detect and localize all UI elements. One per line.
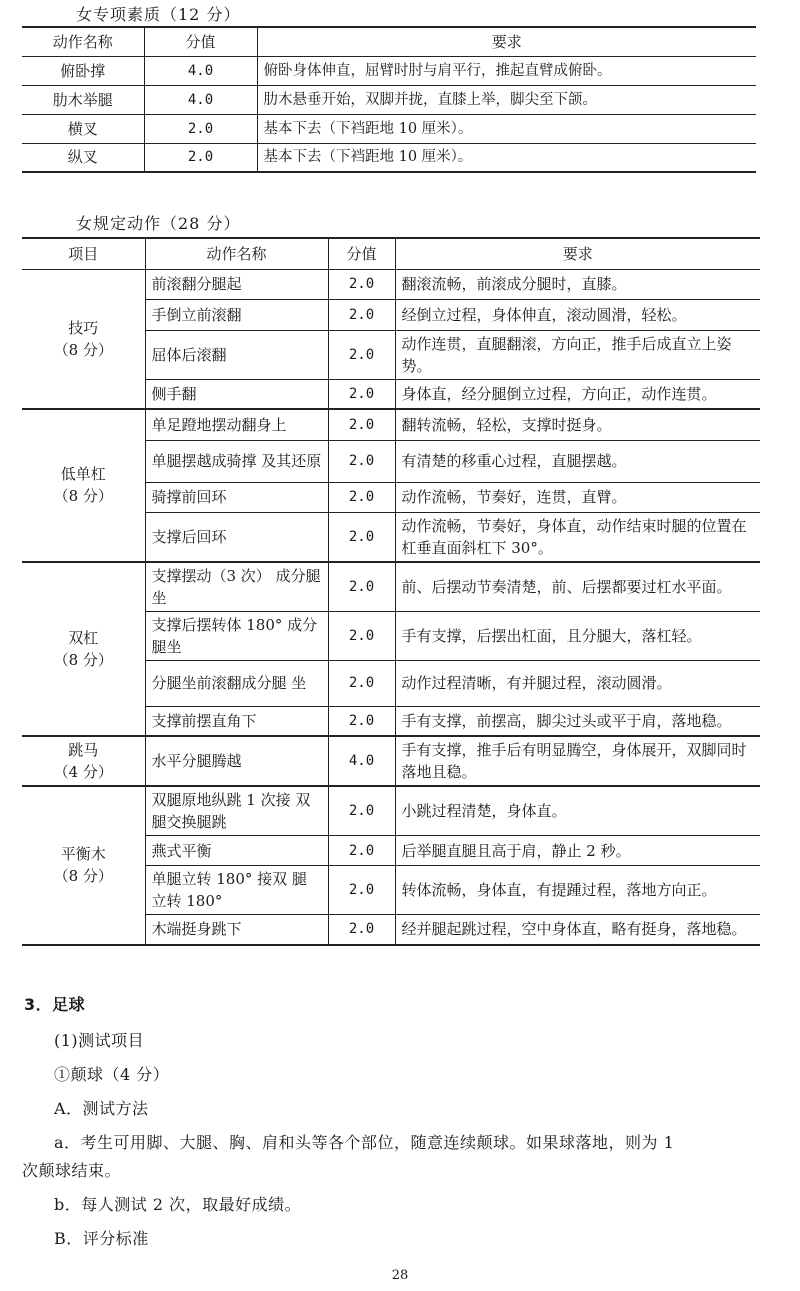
requirement: 经并腿起跳过程，空中身体直，略有挺身，落地稳。 — [395, 915, 760, 945]
move-name: 单腿摆越成骑撑 及其还原 — [145, 440, 328, 482]
score-value: 2.0 — [328, 866, 395, 915]
score-value: 2.0 — [328, 482, 395, 512]
requirement: 身体直，经分腿倒立过程，方向正，动作连贯。 — [395, 379, 760, 409]
column-header: 分值 — [328, 238, 395, 269]
paragraph: a．考生可用脚、大腿、胸、肩和头等各个部位，随意连续颠球。如果球落地，则为 1 — [54, 1133, 675, 1152]
score-value: 2.0 — [328, 786, 395, 836]
category-name: 技巧 — [68, 318, 99, 337]
requirement: 俯卧身体伸直，屈臂时肘与肩平行，推起直臂成俯卧。 — [257, 56, 756, 85]
move-name: 肋木举腿 — [22, 85, 144, 114]
table-header-row — [22, 238, 760, 269]
requirement: 后举腿直腿且高于肩，静止 2 秒。 — [395, 836, 760, 866]
move-name: 前滚翻分腿起 — [145, 269, 328, 299]
table-row — [22, 143, 756, 172]
category-name: 平衡木 — [60, 845, 106, 864]
requirement: 翻滚流畅，前滚成分腿时，直膝。 — [395, 269, 760, 299]
table2-caption: 女规定动作（28 分） — [76, 214, 241, 233]
table-row — [22, 409, 760, 440]
score-value: 2.0 — [328, 660, 395, 706]
move-name: 分腿坐前滚翻成分腿 坐 — [145, 660, 328, 706]
table-row — [22, 56, 756, 85]
score-value: 2.0 — [328, 562, 395, 612]
move-name: 手倒立前滚翻 — [145, 299, 328, 330]
move-name: 侧手翻 — [145, 379, 328, 409]
special-quality-table — [22, 26, 756, 173]
required-moves-table — [22, 237, 760, 946]
paragraph: A．测试方法 — [54, 1099, 149, 1118]
score-value: 2.0 — [328, 915, 395, 945]
requirement: 手有支撑，后摆出杠面，且分腿大，落杠轻。 — [395, 611, 760, 660]
column-header: 分值 — [144, 27, 257, 56]
category-points: （8 分） — [53, 867, 113, 886]
score-value: 2.0 — [328, 512, 395, 562]
score-value: 2.0 — [328, 836, 395, 866]
requirement: 转体流畅，身体直，有提踵过程，落地方向正。 — [395, 866, 760, 915]
score-value: 2.0 — [328, 299, 395, 330]
table-row — [22, 562, 760, 612]
paragraph: ①颠球（4 分） — [54, 1065, 170, 1084]
column-header: 动作名称 — [145, 238, 328, 269]
move-name: 水平分腿腾越 — [145, 736, 328, 786]
requirement: 有清楚的移重心过程，直腿摆越。 — [395, 440, 760, 482]
category-points: （8 分） — [53, 340, 113, 359]
section-heading: 3．足球 — [24, 995, 86, 1014]
table-row — [22, 114, 756, 143]
score-value: 2.0 — [328, 269, 395, 299]
column-header: 项目 — [22, 238, 145, 269]
requirement: 小跳过程清楚，身体直。 — [395, 786, 760, 836]
category-cell — [22, 269, 145, 409]
table-row — [22, 269, 760, 299]
column-header: 动作名称 — [22, 27, 144, 56]
requirement: 动作连贯，直腿翻滚，方向正，推手后成直立上姿势。 — [395, 330, 760, 379]
requirement: 动作过程清晰，有并腿过程，滚动圆滑。 — [395, 660, 760, 706]
move-name: 燕式平衡 — [145, 836, 328, 866]
score-value: 2.0 — [144, 114, 257, 143]
requirement: 肋木悬垂开始，双脚并拢，直膝上举，脚尖至下颌。 — [257, 85, 756, 114]
move-name: 双腿原地纵跳 1 次接 双腿交换腿跳 — [145, 786, 328, 836]
paragraph: B．评分标准 — [54, 1229, 149, 1248]
move-name: 单足蹬地摆动翻身上 — [145, 409, 328, 440]
move-name: 支撑前摆直角下 — [145, 706, 328, 736]
category-points: （8 分） — [53, 487, 113, 506]
move-name: 纵叉 — [22, 143, 144, 172]
category-points: （4 分） — [53, 763, 113, 781]
requirement: 基本下去（下裆距地 10 厘米）。 — [257, 143, 756, 172]
score-value: 4.0 — [144, 56, 257, 85]
category-cell — [22, 736, 145, 786]
move-name: 屈体后滚翻 — [145, 330, 328, 379]
move-name: 支撑后回环 — [145, 512, 328, 562]
requirement: 翻转流畅，轻松，支撑时挺身。 — [395, 409, 760, 440]
category-points: （8 分） — [53, 650, 113, 669]
category-cell — [22, 786, 145, 945]
requirement: 手有支撑，前摆高，脚尖过头或平于肩，落地稳。 — [395, 706, 760, 736]
score-value: 2.0 — [328, 611, 395, 660]
score-value: 2.0 — [328, 409, 395, 440]
paragraph: (1)测试项目 — [54, 1031, 145, 1050]
table1-caption: 女专项素质（12 分） — [76, 5, 241, 24]
category-name: 低单杠 — [60, 465, 106, 484]
requirement: 前、后摆动节奏清楚，前、后摆都要过杠水平面。 — [395, 562, 760, 612]
move-name: 骑撑前回环 — [145, 482, 328, 512]
category-cell — [22, 409, 145, 562]
score-value: 4.0 — [328, 736, 395, 786]
score-value: 2.0 — [328, 440, 395, 482]
move-name: 单腿立转 180° 接双 腿立转 180° — [145, 866, 328, 915]
page-number: 28 — [391, 1268, 409, 1283]
requirement: 动作流畅，节奏好，连贯，直臂。 — [395, 482, 760, 512]
score-value: 2.0 — [328, 706, 395, 736]
column-header: 要求 — [395, 238, 760, 269]
category-name: 双杠 — [68, 628, 99, 647]
category-name: 跳马 — [68, 741, 99, 759]
requirement: 手有支撑，推手后有明显腾空，身体展开，双脚同时 落地且稳。 — [395, 736, 760, 786]
table-row — [22, 736, 760, 786]
requirement: 基本下去（下裆距地 10 厘米）。 — [257, 114, 756, 143]
category-cell — [22, 562, 145, 737]
column-header: 要求 — [257, 27, 756, 56]
score-value: 2.0 — [328, 330, 395, 379]
score-value: 2.0 — [328, 379, 395, 409]
paragraph: 次颠球结束。 — [22, 1161, 122, 1180]
move-name: 木端挺身跳下 — [145, 915, 328, 945]
requirement: 经倒立过程，身体伸直，滚动圆滑，轻松。 — [395, 299, 760, 330]
table-row — [22, 85, 756, 114]
score-value: 4.0 — [144, 85, 257, 114]
score-value: 2.0 — [144, 143, 257, 172]
table-header-row — [22, 27, 756, 56]
move-name: 横叉 — [22, 114, 144, 143]
requirement: 动作流畅，节奏好，身体直，动作结束时腿的位置在 杠垂直面斜杠下 30°。 — [395, 512, 760, 562]
move-name: 支撑后摆转体 180° 成分腿坐 — [145, 611, 328, 660]
table-row — [22, 786, 760, 836]
move-name: 俯卧撑 — [22, 56, 144, 85]
paragraph: b．每人测试 2 次，取最好成绩。 — [54, 1195, 302, 1214]
move-name: 支撑摆动（3 次） 成分腿坐 — [145, 562, 328, 612]
